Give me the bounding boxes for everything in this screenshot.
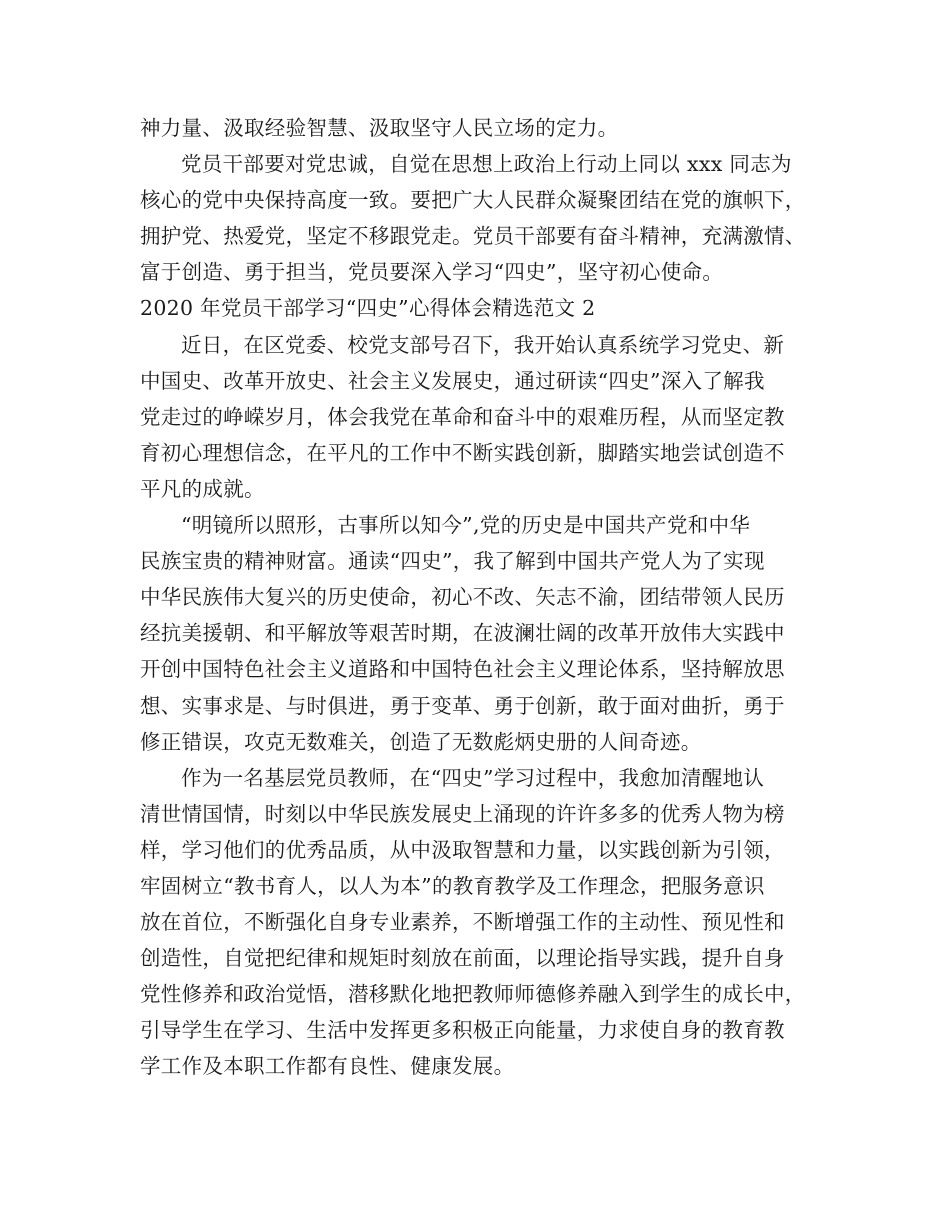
text-line: 经抗美援朝、和平解放等艰苦时期，在波澜壮阔的改革开放伟大实践中 (140, 621, 785, 646)
text-line: 拥护党、热爱党，坚定不移跟党走。党员干部要有奋斗精神，充满激情、 (140, 224, 806, 249)
text-line: 党走过的峥嵘岁月，体会我党在革命和奋斗中的艰难历程，从而坚定教 (140, 404, 785, 429)
document-body (140, 110, 820, 1085)
text-line: 想、实事求是、与时俱进，勇于变革、勇于创新，敢于面对曲折，勇于 (140, 693, 785, 718)
text-line: 平凡的成就。 (140, 476, 265, 501)
text-line: 党性修养和政治觉悟，潜移默化地把教师师德修养融入到学生的成长中， (140, 982, 806, 1007)
text-line: 中华民族伟大复兴的历史使命，初心不改、矢志不渝，团结带领人民历 (140, 585, 785, 610)
text-line: 神力量、汲取经验智慧、汲取坚守人民立场的定力。 (140, 116, 619, 140)
text-line: 清世情国情，时刻以中华民族发展史上涌现的许许多多的优秀人物为榜 (140, 801, 785, 826)
text-line: 中国史、改革开放史、社会主义发展史，通过研读“四史”深入了解我 (140, 368, 765, 393)
text-line: 开创中国特色社会主义道路和中国特色社会主义理论体系，坚持解放思 (140, 657, 785, 682)
text-line: 学工作及本职工作都有良性、健康发展。 (140, 1054, 515, 1079)
paragraph-start-line: 作为一名基层党员教师，在“四史”学习过程中，我愈加清醒地认 (181, 765, 765, 790)
text-line: 富于创造、勇于担当，党员要深入学习“四史”，坚守初心使命。 (140, 260, 724, 285)
text-line: 创造性，自觉把纪律和规矩时刻放在前面，以理论指导实践，提升自身 (140, 946, 785, 971)
paragraph-start-line: “明镜所以照形，古事所以知今”,党的历史是中国共产党和中华 (181, 513, 751, 538)
text-line: 民族宝贵的精神财富。通读“四史”，我了解到中国共产党人为了实现 (140, 549, 765, 574)
text-line: 育初心理想信念，在平凡的工作中不断实践创新，脚踏实地尝试创造不 (140, 440, 785, 465)
paragraph-start-line: 近日，在区党委、校党支部号召下，我开始认真系统学习党史、新 (181, 332, 785, 357)
paragraph-start-line: 党员干部要对党忠诚，自觉在思想上政治上行动上同以 xxx 同志为 (181, 152, 792, 177)
text-line: 修正错误，攻克无数难关，创造了无数彪炳史册的人间奇迹。 (140, 729, 702, 754)
text-line: 核心的党中央保持高度一致。要把广大人民群众凝聚团结在党的旗帜下， (140, 188, 806, 213)
text-line: 牢固树立“教书育人，以人为本”的教育教学及工作理念，把服务意识 (140, 873, 765, 898)
text-line: 放在首位，不断强化自身专业素养，不断增强工作的主动性、预见性和 (140, 910, 785, 935)
text-line: 样，学习他们的优秀品质，从中汲取智慧和力量，以实践创新为引领， (140, 837, 785, 862)
section-heading: 2020 年党员干部学习“四史”心得体会精选范文 2 (140, 296, 596, 321)
text-line: 引导学生在学习、生活中发挥更多积极正向能量，力求使自身的教育教 (140, 1018, 785, 1043)
